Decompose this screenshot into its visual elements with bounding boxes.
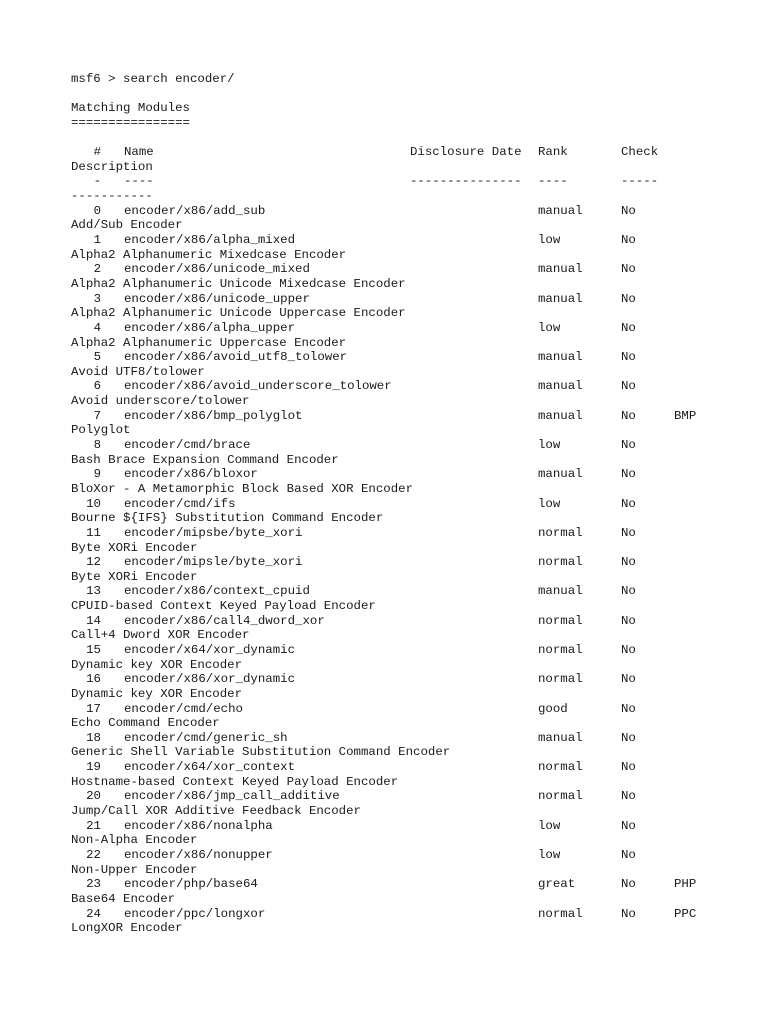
module-check: No [621, 877, 636, 892]
module-rank: low [538, 320, 561, 335]
module-description: CPUID-based Context Keyed Payload Encoder [71, 599, 376, 614]
module-number: 22 [86, 847, 101, 862]
module-description: Avoid underscore/tolower [71, 394, 250, 409]
module-description: Non-Alpha Encoder [71, 833, 198, 848]
module-number: 16 [86, 672, 101, 687]
header-num: # [93, 145, 101, 160]
header-name: Name [124, 145, 154, 160]
module-name: encoder/x86/jmp_call_additive [124, 789, 340, 804]
module-number: 15 [86, 642, 101, 657]
module-description: Jump/Call XOR Additive Feedback Encoder [71, 804, 361, 819]
module-number: 12 [86, 555, 101, 570]
module-name: encoder/ppc/longxor [124, 906, 266, 921]
table-row [71, 819, 751, 834]
module-number: 2 [93, 262, 101, 277]
module-platform: PPC [674, 906, 697, 921]
module-number: 20 [86, 789, 101, 804]
terminal-output[interactable] [71, 72, 751, 936]
module-name: encoder/x86/xor_dynamic [124, 672, 296, 687]
module-check: No [621, 350, 636, 365]
module-number: 4 [93, 320, 101, 335]
module-name: encoder/cmd/generic_sh [124, 730, 288, 745]
module-rank: low [538, 233, 561, 248]
module-check: No [621, 730, 636, 745]
table-row [71, 643, 751, 658]
module-description: Hostname-based Context Keyed Payload Encoder [71, 774, 399, 789]
module-check: No [621, 672, 636, 687]
module-number: 18 [86, 730, 101, 745]
module-rank: great [538, 877, 576, 892]
module-check: No [621, 203, 636, 218]
module-rank: normal [538, 642, 583, 657]
module-number: 13 [86, 584, 101, 599]
table-row [71, 438, 751, 453]
header-rank: Rank [538, 145, 568, 160]
module-description: Non-Upper Encoder [71, 862, 198, 877]
module-check: No [621, 789, 636, 804]
module-number: 14 [86, 613, 101, 628]
table-row [71, 292, 751, 307]
module-name: encoder/x86/bloxor [124, 467, 258, 482]
module-name: encoder/php/base64 [124, 877, 258, 892]
module-check: No [621, 642, 636, 657]
module-rank: manual [538, 379, 583, 394]
dash-name: ---- [124, 174, 154, 189]
table-row [71, 467, 751, 482]
module-description: Base64 Encoder [71, 891, 176, 906]
table-row [71, 877, 751, 892]
module-name: encoder/x86/add_sub [124, 203, 266, 218]
module-description: Bourne ${IFS} Substitution Command Encoder [71, 511, 384, 526]
module-check: No [621, 291, 636, 306]
module-rank: manual [538, 584, 583, 599]
module-rank: manual [538, 730, 583, 745]
module-name: encoder/x86/avoid_utf8_tolower [124, 350, 348, 365]
module-rank: low [538, 438, 561, 453]
module-number: 9 [93, 467, 101, 482]
module-rank: normal [538, 555, 583, 570]
table-row [71, 848, 751, 863]
module-check: No [621, 818, 636, 833]
module-name: encoder/x86/context_cpuid [124, 584, 310, 599]
module-name: encoder/x86/avoid_underscore_tolower [124, 379, 392, 394]
table-row [71, 584, 751, 599]
module-rank: manual [538, 291, 583, 306]
table-row [71, 789, 751, 804]
table-row [71, 731, 751, 746]
table-row [71, 497, 751, 512]
module-number: 7 [93, 408, 101, 423]
module-check: No [621, 555, 636, 570]
module-check: No [621, 233, 636, 248]
module-description: Alpha2 Alphanumeric Mixedcase Encoder [71, 247, 347, 262]
module-platform: BMP [674, 408, 697, 423]
module-number: 23 [86, 877, 101, 892]
module-number: 10 [86, 496, 101, 511]
table-row [71, 233, 751, 248]
module-description: Alpha2 Alphanumeric Uppercase Encoder [71, 335, 347, 350]
module-check: No [621, 408, 636, 423]
command-prompt: msf6 > search encoder/ [71, 72, 235, 86]
module-description: Alpha2 Alphanumeric Unicode Mixedcase Encoder [71, 276, 406, 291]
module-rank: normal [538, 760, 583, 775]
module-number: 5 [93, 350, 101, 365]
table-row [71, 672, 751, 687]
module-check: No [621, 262, 636, 277]
module-description: Alpha2 Alphanumeric Unicode Uppercase Encoder [71, 306, 406, 321]
header-check: Check [621, 145, 659, 160]
module-name: encoder/mipsle/byte_xori [124, 555, 303, 570]
module-number: 0 [93, 203, 101, 218]
module-description: Dynamic key XOR Encoder [71, 657, 243, 672]
module-rank: low [538, 818, 561, 833]
table-row [71, 907, 751, 922]
module-name: encoder/x86/nonupper [124, 847, 273, 862]
module-rank: manual [538, 350, 583, 365]
module-description: Add/Sub Encoder [71, 218, 183, 233]
module-check: No [621, 847, 636, 862]
blank-line [71, 131, 751, 146]
module-rank: good [538, 701, 568, 716]
module-description: LongXOR Encoder [71, 921, 183, 936]
module-rank: manual [538, 262, 583, 277]
dash-date: --------------- [410, 174, 522, 189]
section-title: Matching Modules [71, 101, 190, 116]
module-description: Echo Command Encoder [71, 716, 220, 731]
module-number: 11 [86, 525, 101, 540]
module-name: encoder/cmd/ifs [124, 496, 236, 511]
module-rank: low [538, 847, 561, 862]
header-date: Disclosure Date [410, 145, 522, 160]
table-row [71, 760, 751, 775]
section-underline: ================ [71, 115, 190, 130]
table-row [71, 614, 751, 629]
module-check: No [621, 584, 636, 599]
module-platform: PHP [674, 877, 697, 892]
module-description: Avoid UTF8/tolower [71, 364, 205, 379]
module-name: encoder/x64/xor_dynamic [124, 642, 296, 657]
module-check: No [621, 496, 636, 511]
module-description: Generic Shell Variable Substitution Command Encoder [71, 745, 451, 760]
table-row [71, 262, 751, 277]
module-name: encoder/x86/unicode_upper [124, 291, 310, 306]
module-name: encoder/x86/call4_dword_xor [124, 613, 325, 628]
module-rank: normal [538, 672, 583, 687]
module-check: No [621, 701, 636, 716]
module-rank: normal [538, 525, 583, 540]
module-description: Byte XORi Encoder [71, 569, 198, 584]
module-rank: low [538, 496, 561, 511]
module-check: No [621, 760, 636, 775]
module-number: 8 [93, 438, 101, 453]
module-name: encoder/x86/alpha_upper [124, 320, 296, 335]
blank-line [71, 87, 751, 102]
module-list [71, 204, 751, 936]
module-number: 3 [93, 291, 101, 306]
table-row [71, 379, 751, 394]
dash-rank: ---- [538, 174, 568, 189]
module-check: No [621, 320, 636, 335]
table-header-row [71, 145, 751, 160]
module-name: encoder/x86/nonalpha [124, 818, 273, 833]
module-number: 19 [86, 760, 101, 775]
module-rank: manual [538, 408, 583, 423]
table-row [71, 702, 751, 717]
table-row [71, 321, 751, 336]
table-row [71, 555, 751, 570]
module-name: encoder/x86/alpha_mixed [124, 233, 296, 248]
module-description: Byte XORi Encoder [71, 540, 198, 555]
module-description: Dynamic key XOR Encoder [71, 686, 243, 701]
module-check: No [621, 906, 636, 921]
table-row [71, 526, 751, 541]
table-row [71, 350, 751, 365]
module-rank: manual [538, 203, 583, 218]
module-name: encoder/cmd/echo [124, 701, 243, 716]
module-number: 24 [86, 906, 101, 921]
module-name: encoder/x86/bmp_polyglot [124, 408, 303, 423]
module-number: 1 [93, 233, 101, 248]
table-row [71, 204, 751, 219]
module-check: No [621, 613, 636, 628]
module-description: Polyglot [71, 423, 131, 438]
module-rank: manual [538, 467, 583, 482]
module-rank: normal [538, 789, 583, 804]
module-rank: normal [538, 613, 583, 628]
module-description: Bash Brace Expansion Command Encoder [71, 452, 339, 467]
module-name: encoder/x64/xor_context [124, 760, 296, 775]
table-dash-row [71, 174, 751, 189]
module-number: 21 [86, 818, 101, 833]
module-rank: normal [538, 906, 583, 921]
module-check: No [621, 438, 636, 453]
dash-check: ----- [621, 174, 659, 189]
module-description: BloXor - A Metamorphic Block Based XOR Encoder [71, 481, 414, 496]
module-number: 17 [86, 701, 101, 716]
module-check: No [621, 467, 636, 482]
dash-num: - [93, 174, 101, 189]
module-name: encoder/mipsbe/byte_xori [124, 525, 303, 540]
table-row [71, 409, 751, 424]
module-name: encoder/cmd/brace [124, 438, 251, 453]
module-number: 6 [93, 379, 101, 394]
header-description: Description [71, 159, 153, 174]
module-check: No [621, 379, 636, 394]
module-name: encoder/x86/unicode_mixed [124, 262, 310, 277]
module-check: No [621, 525, 636, 540]
module-description: Call+4 Dword XOR Encoder [71, 628, 250, 643]
dash-description: ----------- [71, 189, 153, 204]
